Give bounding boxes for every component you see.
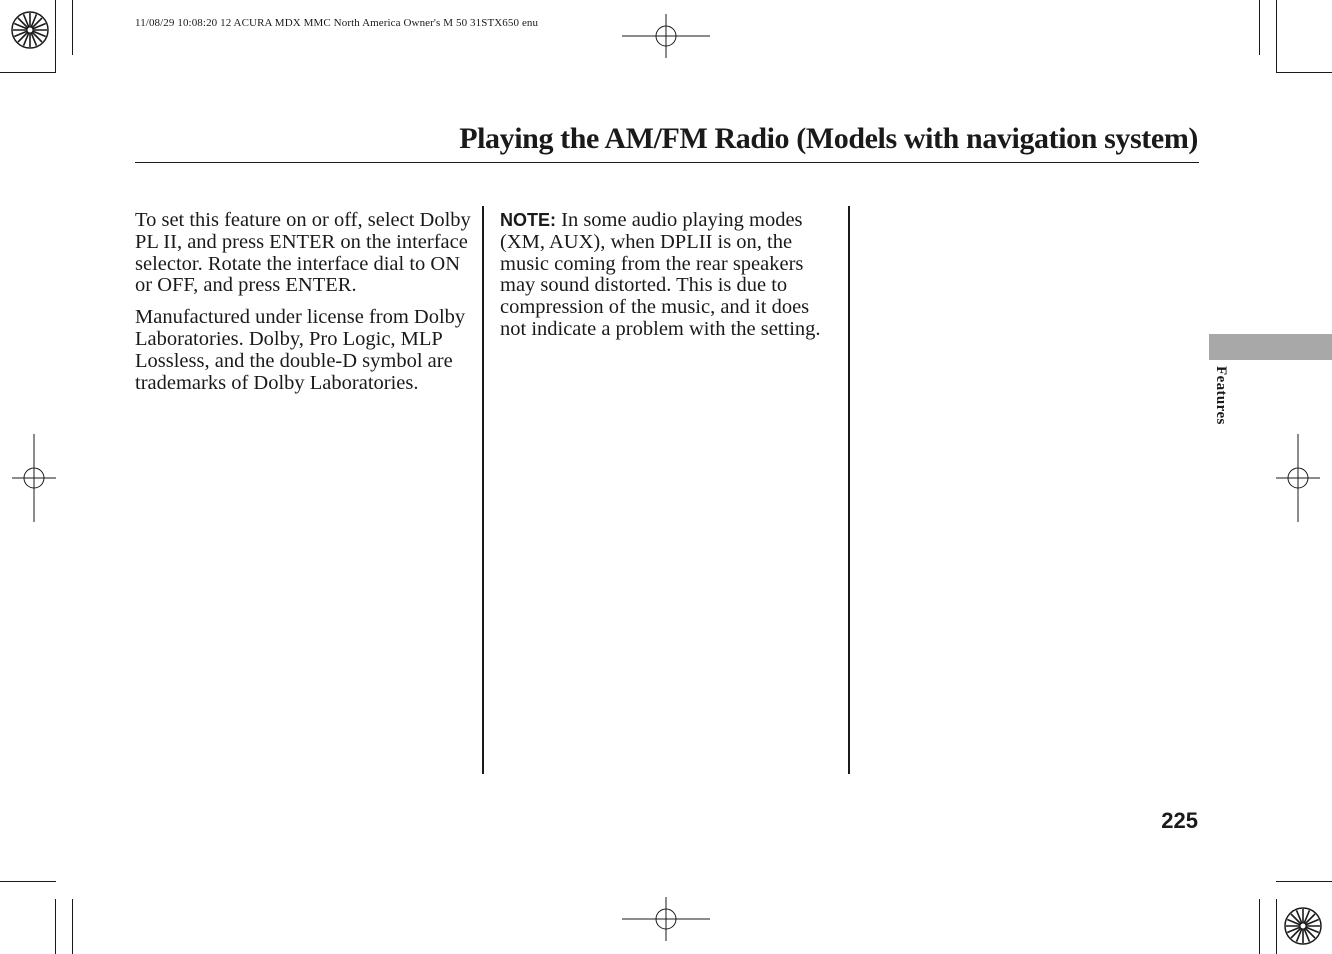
crop-mark — [1276, 0, 1277, 72]
crop-mark — [55, 0, 56, 72]
crop-mark — [0, 72, 56, 73]
crosshair-mark-icon — [1276, 434, 1320, 522]
print-header: 11/08/29 10:08:20 12 ACURA MDX MMC North America Owner's M 50 31STX650 enu — [135, 17, 539, 29]
crop-mark — [72, 899, 73, 954]
title-rule — [135, 162, 1199, 163]
page-number: 225 — [1161, 808, 1198, 833]
note-paragraph — [500, 210, 840, 341]
left-column — [135, 210, 475, 404]
crosshair-mark-icon — [622, 897, 710, 941]
note-text: In some audio playing modes (XM, AUX), when DPLII is on, the music coming from the rear speakers may sound distorted. This is due to compression of the music, and it does not indicate a problem with the setting. — [500, 209, 821, 340]
page-title: Playing the AM/FM Radio (Models with navigation system) — [459, 122, 1198, 155]
crop-mark — [1276, 899, 1277, 954]
crop-mark — [1276, 72, 1332, 73]
section-tab — [1209, 334, 1332, 360]
column-divider — [482, 206, 484, 774]
crop-mark — [1276, 881, 1332, 882]
crosshair-mark-icon — [622, 14, 710, 58]
crop-mark — [0, 881, 56, 882]
crop-mark — [1259, 0, 1260, 55]
paragraph: To set this feature on or off, select Dolby PL II, and press ENTER on the interface selector. Rotate the interface dial to ON or OFF, and press ENTER. — [135, 209, 471, 297]
crop-mark — [55, 899, 56, 954]
crop-mark — [1259, 899, 1260, 954]
registration-target-icon — [10, 10, 50, 50]
paragraph: Manufactured under license from Dolby Laboratories. Dolby, Pro Logic, MLP Lossless, and the double-D symbol are trademarks of Dolby Laboratories. — [135, 306, 466, 394]
registration-target-icon — [1283, 906, 1323, 946]
crop-mark — [72, 0, 73, 55]
note-label: NOTE: — [500, 210, 556, 230]
middle-column — [500, 210, 840, 351]
crosshair-mark-icon — [12, 434, 56, 522]
section-tab-label: Features — [1213, 366, 1229, 425]
column-divider — [848, 206, 850, 774]
